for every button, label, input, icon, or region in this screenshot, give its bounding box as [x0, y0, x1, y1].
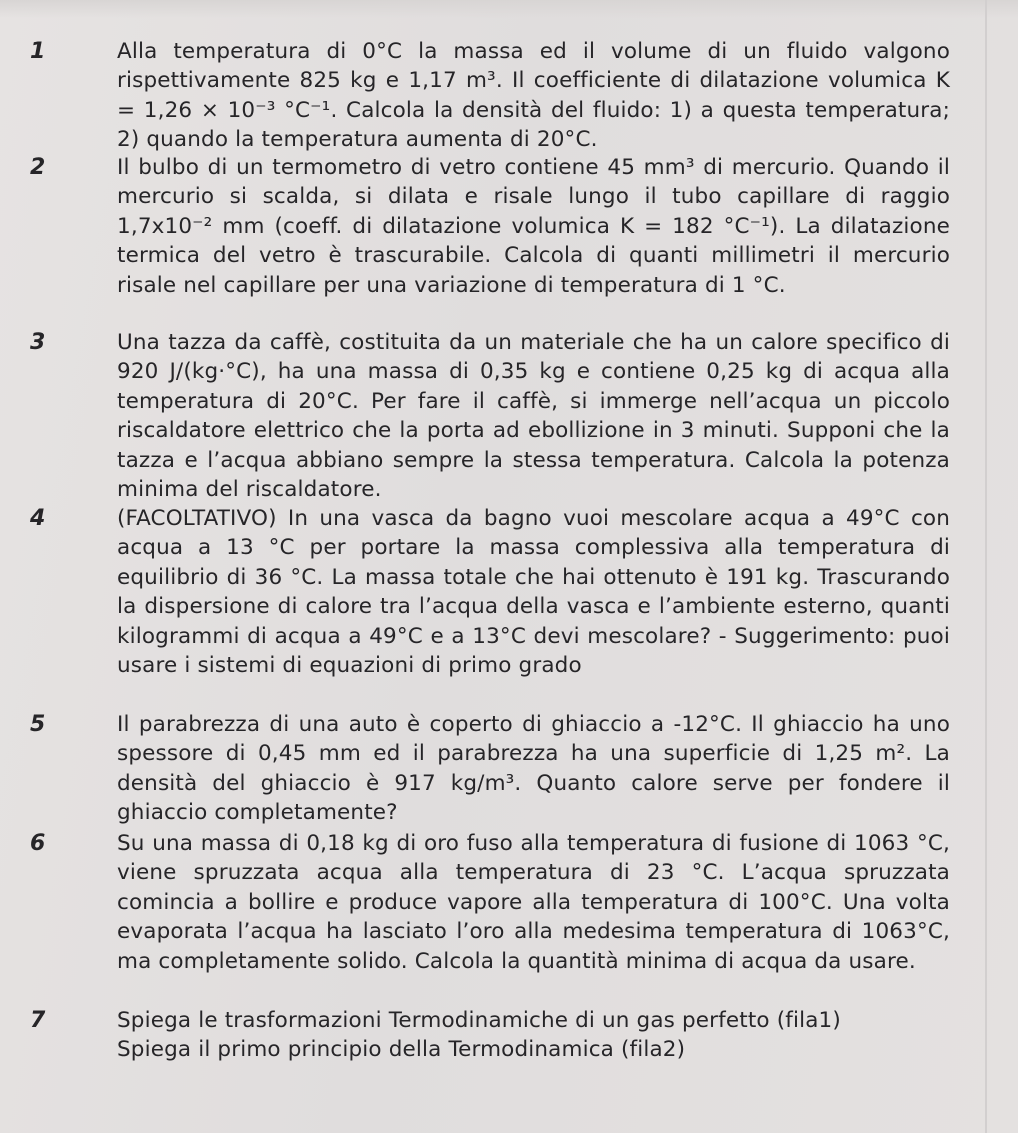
problem-number: 7 [30, 1008, 46, 1033]
problem-5 [0, 710, 1018, 829]
page-top-edge [0, 0, 1018, 18]
problem-text: Una tazza da caffè, costituita da un materiale che ha un calore specifico di 920 J/(kg·°C), ha una massa di 0,35 kg e contiene 0,25 kg di acqua alla temperatura di 20°C. Per fare il caffè, si immerge nell’acqua un piccolo riscaldatore elettrico che la porta ad ebollizione in 3 minuti. Supponi che la tazza e l’acqua abbiano sempre la stessa temperatura. Calcola la potenza minima del riscaldatore. [117, 330, 950, 503]
problem-6 [0, 829, 1018, 1006]
problem-7 [0, 1006, 1018, 1066]
problem-number: 4 [30, 506, 46, 531]
problem-3 [0, 328, 1018, 504]
problem-text: Su una massa di 0,18 kg di oro fuso alla temperatura di fusione di 1063 °C, viene spruzzata acqua alla temperatura di 23 °C. L’acqua spruzzata comincia a bollire e produce vapore alla temperatura di 100°C. Una volta evaporata l’acqua ha lasciato l’oro alla medesima temperatura di 1063°C, ma completamente solido. Calcola la quantità minima di acqua da usare. [117, 831, 950, 974]
problem-number: 5 [30, 712, 46, 737]
problem-text-line-2: Spiega il primo principio della Termodinamica (fila2) [117, 1037, 686, 1063]
problem-4 [0, 504, 1018, 710]
problem-text-line-1: Spiega le trasformazioni Termodinamiche di un gas perfetto (fila1) [117, 1008, 841, 1033]
problem-text: Alla temperatura di 0°C la massa ed il volume di un fluido valgono rispettivamente 825 kg e 1,17 m³. Il coefficiente di dilatazione volumica K = 1,26 × 10⁻³ °C⁻¹. Calcola la densità del fluido: 1) a questa temperatura; 2) quando la temperatura aumenta di 20°C. [117, 39, 950, 153]
problem-number: 3 [30, 330, 46, 355]
problem-number: 1 [30, 39, 46, 64]
problem-text: Il parabrezza di una auto è coperto di ghiaccio a -12°C. Il ghiaccio ha uno spessore di 0,45 mm ed il parabrezza ha una superficie di 1,25 m². La densità del ghiaccio è 917 kg/m³. Quanto calore serve per fondere il ghiaccio completamente? [117, 712, 950, 826]
problem-text: (FACOLTATIVO) In una vasca da bagno vuoi mescolare acqua a 49°C con acqua a 13 °C per portare la massa complessiva alla temperatura di equilibrio di 36 °C. La massa totale che hai ottenuto è 191 kg. Trascurando la dispersione di calore tra l’acqua della vasca e l’ambiente esterno, quanti kilogrammi di acqua a 49°C e a 13°C devi mescolare? - Suggerimento: puoi usare i sistemi di equazioni di primo grado [117, 506, 950, 679]
problem-number: 6 [30, 831, 46, 856]
problem-list [0, 37, 1018, 1066]
problem-1 [0, 37, 1018, 153]
problem-2 [0, 153, 1018, 328]
problem-number: 2 [30, 155, 46, 180]
problem-text: Il bulbo di un termometro di vetro contiene 45 mm³ di mercurio. Quando il mercurio si scalda, si dilata e risale lungo il tubo capillare di raggio 1,7x10⁻² mm (coeff. di dilatazione volumica K = 182 °C⁻¹). La dilatazione termica del vetro è trascurabile. Calcola di quanti millimetri il mercurio risale nel capillare per una variazione di temperatura di 1 °C. [117, 155, 950, 298]
